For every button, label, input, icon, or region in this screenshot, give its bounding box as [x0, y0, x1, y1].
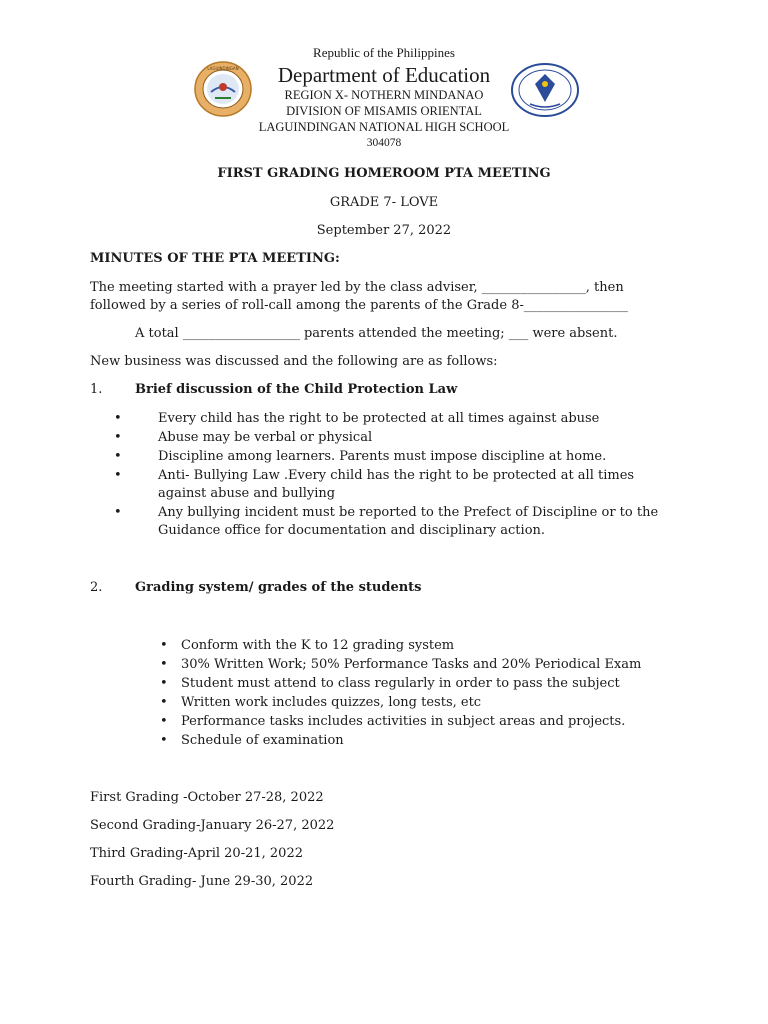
department-title: Department of Education	[277, 63, 491, 87]
list-item: Any bullying incident must be reported to the Prefect of Discipline or to the	[158, 505, 659, 520]
section-number: 1.	[90, 382, 103, 397]
schedule-item: Third Grading-April 20-21, 2022	[90, 846, 303, 861]
school-id: 304078	[366, 137, 402, 149]
republic-line: Republic of the Philippines	[313, 45, 455, 60]
new-business-line: New business was discussed and the following are as follows:	[90, 354, 498, 369]
schedule-item: Fourth Grading- June 29-30, 2022	[90, 874, 314, 889]
list-item: Abuse may be verbal or physical	[158, 430, 373, 445]
school-line: LAGUINDINGAN NATIONAL HIGH SCHOOL	[258, 120, 510, 134]
bullet-icon: •	[114, 468, 122, 483]
attendance-line: A total __________________ parents attended the meeting; ___ were absent.	[135, 326, 618, 341]
date-line: September 27, 2022	[316, 223, 452, 238]
list-item: Conform with the K to 12 grading system	[181, 638, 455, 653]
list-item: Schedule of examination	[181, 733, 344, 748]
list-item: Written work includes quizzes, long tests, etc	[181, 695, 482, 710]
list-item: 30% Written Work; 50% Performance Tasks and 20% Periodical Exam	[181, 657, 642, 672]
grade-line: GRADE 7- LOVE	[329, 195, 439, 210]
list-item: Anti- Bullying Law .Every child has the right to be protected at all times	[158, 468, 635, 483]
section-title: Brief discussion of the Child Protection Law	[135, 382, 458, 397]
paragraph-line: followed by a series of roll-call among the parents of the Grade 8-________________	[90, 298, 628, 313]
svg-text:LAGUINDINGAN: LAGUINDINGAN	[207, 66, 239, 71]
schedule-item: Second Grading-January 26-27, 2022	[90, 818, 335, 833]
schedule-item: First Grading -October 27-28, 2022	[90, 790, 324, 805]
section-title: Grading system/ grades of the students	[135, 580, 422, 595]
bullet-icon: •	[160, 657, 168, 672]
bullet-icon: •	[114, 449, 122, 464]
bullet-icon: •	[160, 733, 168, 748]
list-item: Every child has the right to be protected at all times against abuse	[158, 411, 600, 426]
list-item: Performance tasks includes activities in subject areas and projects.	[181, 714, 626, 729]
bullet-icon: •	[114, 411, 122, 426]
list-item-continuation: against abuse and bullying	[158, 486, 336, 501]
bullet-icon: •	[114, 505, 122, 520]
section-number: 2.	[90, 580, 103, 595]
region-line: REGION X- NOTHERN MINDANAO	[284, 88, 484, 102]
list-item: Student must attend to class regularly in order to pass the subject	[181, 676, 620, 691]
bullet-icon: •	[160, 638, 168, 653]
bullet-icon: •	[160, 695, 168, 710]
paragraph-line: The meeting started with a prayer led by the class adviser, ________________, then	[90, 280, 624, 295]
minutes-heading: MINUTES OF THE PTA MEETING:	[90, 251, 340, 266]
division-line: DIVISION OF MISAMIS ORIENTAL	[286, 104, 482, 118]
meeting-title: FIRST GRADING HOMEROOM PTA MEETING	[217, 166, 551, 181]
bullet-icon: •	[160, 714, 168, 729]
list-item-continuation: Guidance office for documentation and disciplinary action.	[158, 523, 546, 538]
bullet-icon: •	[160, 676, 168, 691]
list-item: Discipline among learners. Parents must impose discipline at home.	[158, 449, 607, 464]
bullet-icon: •	[114, 430, 122, 445]
